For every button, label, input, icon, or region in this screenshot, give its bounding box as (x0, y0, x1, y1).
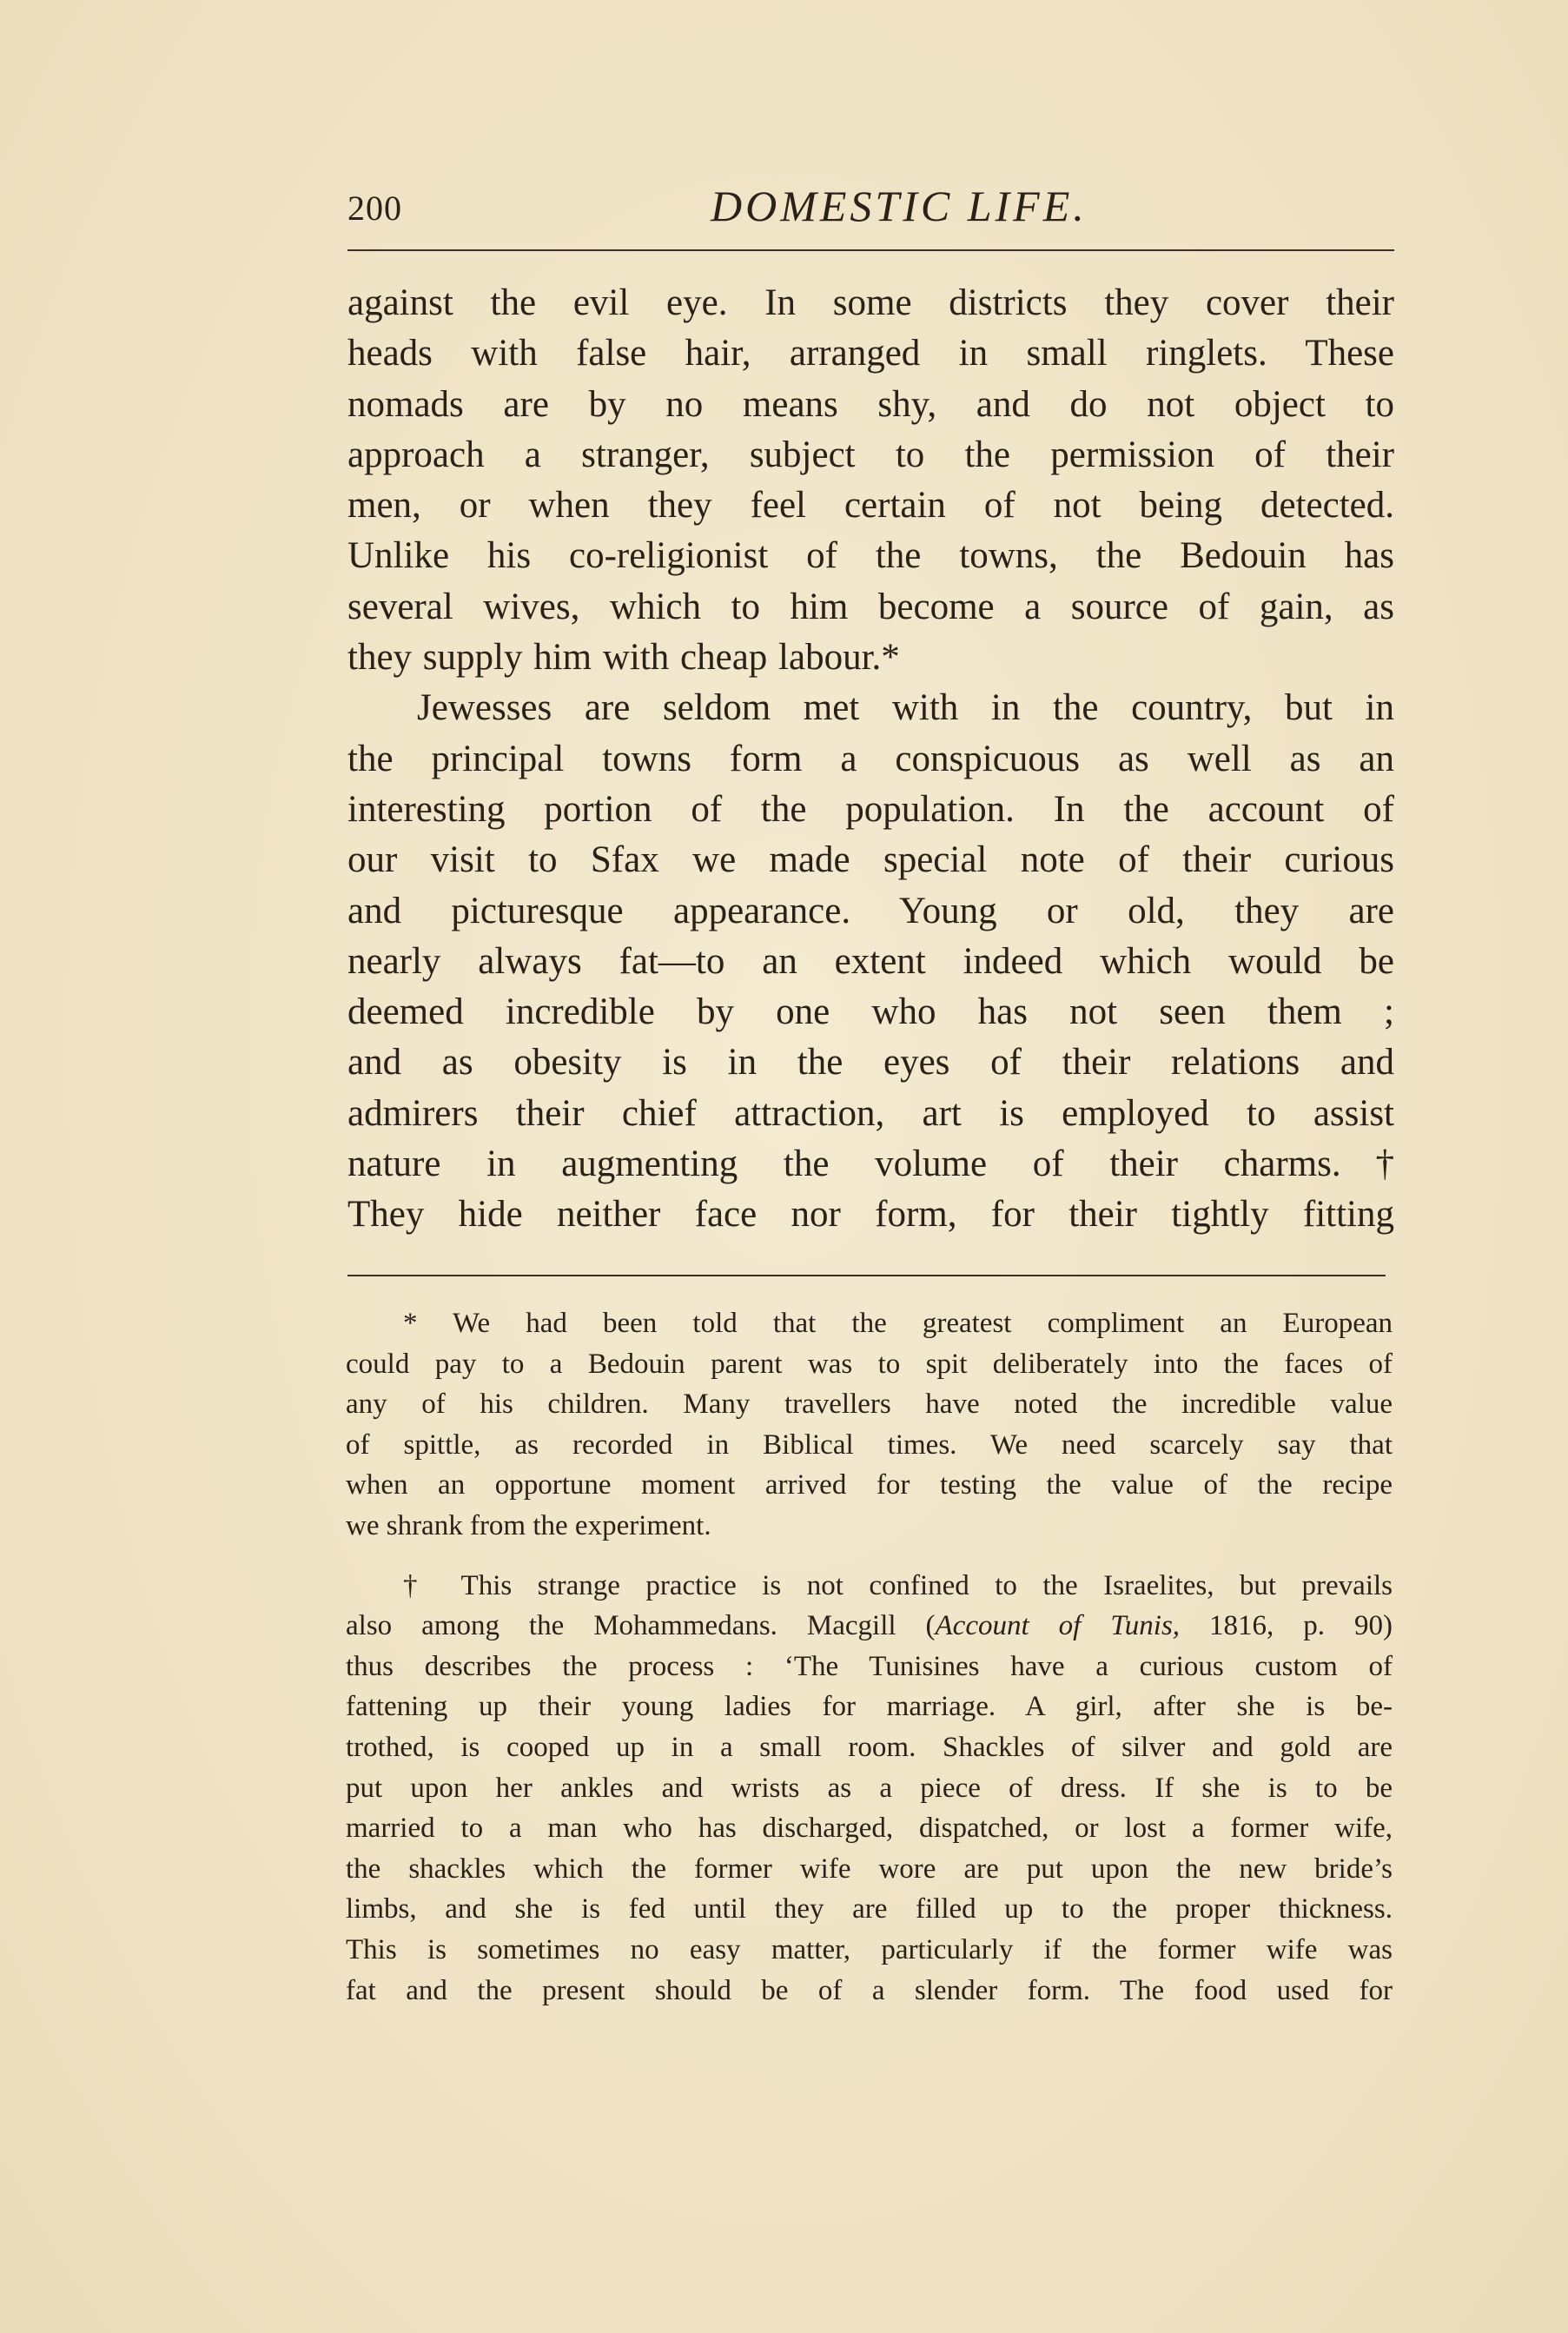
page-header (347, 181, 1394, 233)
text-line: interesting portion of the population. In the account of (347, 788, 1394, 830)
text-line: nomads are by no means shy, and do not object to (347, 383, 1394, 425)
footnote-line: of spittle, as recorded in Biblical times. We need scarcely say that (346, 1428, 1393, 1461)
footnote-line: fattening up their young ladies for marriage. A girl, after she is be- (346, 1691, 1393, 1723)
main-text (347, 278, 1394, 1241)
footnote-rule (347, 1275, 1386, 1276)
text-line: approach a stranger, subject to the permission of their (347, 434, 1394, 475)
footnote-line: when an opportune moment arrived for testing the value of the recipe (346, 1469, 1393, 1501)
footnote-gap (346, 1547, 1393, 1566)
text-line: and as obesity is in the eyes of their relations and (347, 1042, 1394, 1084)
citation-prefix: also among the Mohammedans. Macgill ( (346, 1610, 936, 1642)
footnote-line: * We had been told that the greatest compliment an European (403, 1308, 1393, 1339)
text-line: They hide neither face nor form, for their tightly fitting (347, 1194, 1394, 1236)
footnote-line: This is sometimes no easy matter, particularly if the former wife was (346, 1933, 1393, 1965)
text-line: they supply him with cheap labour.* (347, 637, 900, 679)
text-line: Unlike his co-religionist of the towns, the Bedouin has (347, 535, 1394, 577)
footnote-line: married to a man who has discharged, dispatched, or lost a former wife, (346, 1813, 1393, 1845)
page-number: 200 (347, 189, 402, 228)
text-line: men, or when they feel certain of not being detected. (347, 485, 1394, 527)
text-line: and picturesque appearance. Young or old, they are (347, 890, 1394, 931)
footnote-line: any of his children. Many travellers have noted the incredible value (346, 1389, 1393, 1421)
text-line: nature in augmenting the volume of their charms.† (347, 1143, 1394, 1185)
footnote-line: fat and the present should be of a slender form. The food used for (346, 1974, 1393, 2006)
footnote-line: the shackles which the former wife wore are put upon the new bride’s (346, 1852, 1393, 1885)
header-rule (347, 249, 1394, 251)
text-line: the principal towns form a conspicuous as well as an (347, 738, 1394, 779)
footnote-asterisk (346, 1303, 1393, 1547)
footnote-line: † This strange practice is not confined to the Israelites, but prevails (403, 1569, 1393, 1601)
text-line: against the evil eye. In some districts they cover their (347, 282, 1394, 323)
footnote-line-with-citation (346, 1606, 1393, 1647)
citation-suffix: 1816, p. 90) (1180, 1610, 1393, 1642)
cited-work-title: Account of Tunis, (935, 1610, 1181, 1642)
footnote-line: thus describes the process : ‘The Tunisines have a curious custom of (346, 1650, 1393, 1682)
text-line: several wives, which to him become a source of gain, as (347, 586, 1394, 627)
paragraph-start-line: Jewesses are seldom met with in the country, but in (417, 687, 1394, 729)
text-line: deemed incredible by one who has not seen them ; (347, 991, 1394, 1033)
footnote-dagger (346, 1566, 1393, 2012)
running-title: DOMESTIC LIFE. (711, 182, 1088, 230)
footnotes (346, 1303, 1393, 2011)
text-line: admirers their chief attraction, art is employed to assist (347, 1092, 1394, 1134)
footnote-line: could pay to a Bedouin parent was to spit deliberately into the faces of (346, 1348, 1393, 1380)
text-line: our visit to Sfax we made special note of their curious (347, 839, 1394, 881)
footnote-line: we shrank from the experiment. (346, 1509, 711, 1541)
footnote-line: limbs, and she is fed until they are filled up to the proper thickness. (346, 1893, 1393, 1925)
footnote-line: put upon her ankles and wrists as a piece of dress. If she is to be (346, 1772, 1393, 1804)
text-line: nearly always fat—to an extent indeed which would be (347, 940, 1394, 982)
text-line: heads with false hair, arranged in small ringlets. These (347, 333, 1394, 374)
footnote-line: trothed, is cooped up in a small room. Shackles of silver and gold are (346, 1731, 1393, 1763)
